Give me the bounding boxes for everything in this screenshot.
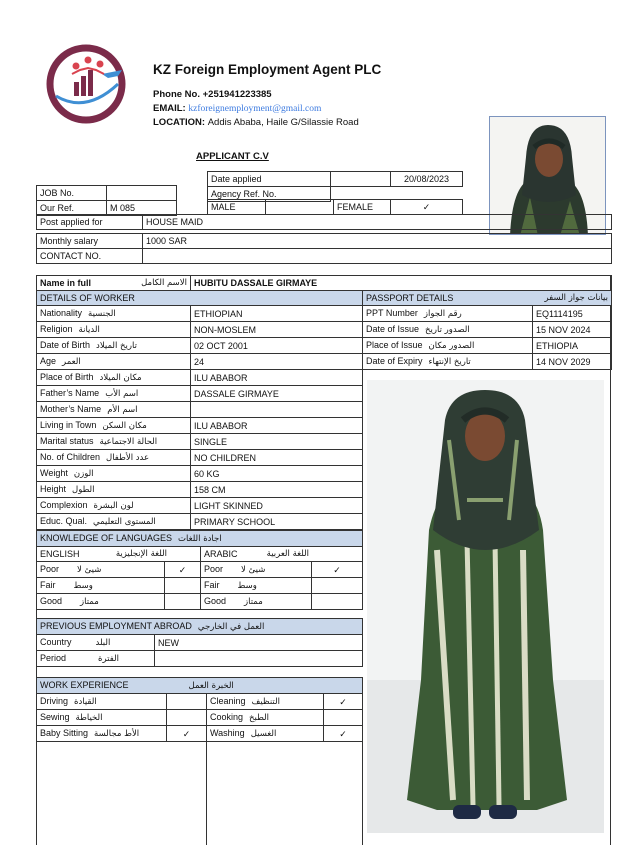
experience-skill-check: ✓ <box>324 694 363 710</box>
details-row <box>37 466 363 482</box>
arabic-label: ARABIC <box>204 549 238 559</box>
english-label-ar: اللغة الإنجليزية <box>115 549 167 559</box>
date-applied-value: 20/08/2023 <box>391 172 463 187</box>
location-line: LOCATION: Addis Ababa, Haile G/Silassie Road <box>153 117 359 128</box>
experience-row <box>37 710 363 726</box>
passport-header: PASSPORT DETAILS <box>366 293 454 303</box>
country-value: NEW <box>155 635 363 651</box>
female-check: ✓ <box>391 200 463 215</box>
experience-skill-check <box>167 694 207 710</box>
previous-header-ar: العمل في الخارجي <box>197 622 265 632</box>
email-line: EMAIL: kzforeignemployment@gmail.com <box>153 103 322 114</box>
experience-row <box>37 694 363 710</box>
detail-value: 158 CM <box>191 482 363 498</box>
passport-row <box>363 306 612 322</box>
experience-skill-label: Cooking <box>210 712 244 722</box>
detail-label-ar: لون البشرة <box>93 501 134 511</box>
detail-value: 60 KG <box>191 466 363 482</box>
passport-label: Date of Expiry <box>366 356 423 366</box>
experience-skill-label: Washing <box>210 728 245 738</box>
passport-table <box>362 290 612 370</box>
name-label: Name in full <box>40 278 92 288</box>
detail-value: LIGHT SKINNED <box>191 498 363 514</box>
languages-header-ar: اجادة اللغات <box>178 534 222 544</box>
detail-label-ar: العمر <box>62 357 81 367</box>
language-level-row <box>37 578 363 594</box>
detail-value: SINGLE <box>191 434 363 450</box>
detail-label: Date of Birth <box>40 340 91 350</box>
passport-row <box>363 322 612 338</box>
arabic-level-check <box>312 578 363 594</box>
experience-skill-label-ar: الخياطة <box>75 713 103 723</box>
details-row <box>37 402 363 418</box>
language-level-row <box>37 562 363 578</box>
monthly-salary-label: Monthly salary <box>37 234 143 249</box>
page-title: APPLICANT C.V <box>196 151 269 162</box>
experience-skill-label-ar: الطبخ <box>249 713 270 723</box>
detail-label-ar: الحالة الاجتماعية <box>99 437 158 447</box>
experience-header: WORK EXPERIENCE <box>40 680 129 690</box>
previous-employment-table <box>36 618 363 667</box>
languages-table <box>36 530 363 610</box>
column-divider <box>362 738 363 845</box>
english-level-check <box>165 594 201 610</box>
english-level-label: Fair <box>40 580 56 590</box>
english-level-label-ar: ممتاز <box>80 597 99 607</box>
passport-label-ar: تاريخ الإنتهاء <box>428 357 471 367</box>
passport-header-ar: بيانات جواز السفر <box>544 293 608 303</box>
experience-skill-label: Sewing <box>40 712 70 722</box>
detail-label-ar: الوزن <box>73 469 94 479</box>
contact-no-label: CONTACT NO. <box>37 249 143 264</box>
detail-label: Educ. Qual. <box>40 516 88 526</box>
details-row <box>37 354 363 370</box>
detail-value: PRIMARY SCHOOL <box>191 514 363 530</box>
detail-value: 24 <box>191 354 363 370</box>
details-table <box>36 290 363 530</box>
passport-label: Place of Issue <box>366 340 423 350</box>
country-label: Country <box>40 637 72 647</box>
passport-row <box>363 354 612 370</box>
period-label: Period <box>40 653 67 663</box>
name-table <box>36 275 612 291</box>
passport-row <box>363 338 612 354</box>
details-row <box>37 338 363 354</box>
passport-label-ar: رقم الجواز <box>423 309 462 319</box>
detail-label-ar: الطول <box>72 485 95 495</box>
arabic-level-label: Good <box>204 596 227 606</box>
column-divider-mid <box>206 738 207 845</box>
detail-value: ILU ABABOR <box>191 418 363 434</box>
details-row <box>37 386 363 402</box>
passport-value: 15 NOV 2024 <box>533 322 612 338</box>
date-agency-table <box>207 171 463 202</box>
experience-skill-label: Driving <box>40 696 69 706</box>
detail-label-ar: اسم الأب <box>105 389 139 399</box>
details-row <box>37 306 363 322</box>
name-label-ar: الاسم الكامل <box>141 278 187 288</box>
work-experience-table <box>36 677 363 742</box>
arabic-level-label-ar: شيئ لا <box>241 565 266 575</box>
detail-value: ETHIOPIAN <box>191 306 363 322</box>
details-row <box>37 418 363 434</box>
period-label-ar: الفترة <box>98 654 119 664</box>
passport-value: 14 NOV 2029 <box>533 354 612 370</box>
detail-value <box>191 402 363 418</box>
arabic-label-ar: اللغة العربية <box>266 549 310 559</box>
details-row <box>37 514 363 530</box>
name-value: HUBITU DASSALE GIRMAYE <box>191 276 612 291</box>
agency-ref-label: Agency Ref. No. <box>208 187 331 202</box>
detail-value: 02 OCT 2001 <box>191 338 363 354</box>
detail-label: Nationality <box>40 308 83 318</box>
experience-header-ar: الخبرة العمل <box>188 681 234 691</box>
post-applied-value: HOUSE MAID <box>143 215 612 230</box>
detail-label: Mother’s Name <box>40 404 102 414</box>
passport-value: EQ1114195 <box>533 306 612 322</box>
date-applied-label: Date applied <box>208 172 331 187</box>
arabic-level-label-ar: وسط <box>237 581 257 591</box>
experience-skill-check <box>324 710 363 726</box>
detail-label: Weight <box>40 468 68 478</box>
gender-table <box>207 199 463 215</box>
detail-label-ar: مكان الميلاد <box>99 373 142 383</box>
arabic-level-label: Poor <box>204 564 224 574</box>
detail-label: Religion <box>40 324 73 334</box>
job-ref-table <box>36 185 177 216</box>
detail-label-ar: مكان السكن <box>102 421 147 431</box>
detail-value: NON-MOSLEM <box>191 322 363 338</box>
experience-skill-check: ✓ <box>167 726 207 742</box>
previous-header: PREVIOUS EMPLOYMENT ABROAD <box>40 621 192 631</box>
our-ref-label: Our Ref. <box>37 201 107 216</box>
detail-label: Height <box>40 484 67 494</box>
language-level-row <box>37 594 363 610</box>
detail-label: Place of Birth <box>40 372 94 382</box>
english-label: ENGLISH <box>40 549 80 559</box>
female-label: FEMALE <box>334 200 391 215</box>
passport-label: PPT Number <box>366 308 418 318</box>
phone-line: Phone No. +251941223385 <box>153 89 272 100</box>
passport-label: Date of Issue <box>366 324 420 334</box>
detail-label-ar: عدد الأطفال <box>106 453 150 463</box>
post-table <box>36 214 612 264</box>
detail-label: Age <box>40 356 57 366</box>
post-applied-label: Post applied for <box>37 215 143 230</box>
country-label-ar: البلد <box>95 638 111 648</box>
detail-label-ar: الديانة <box>78 325 100 335</box>
detail-label: Father’s Name <box>40 388 100 398</box>
detail-label-ar: اسم الأم <box>107 405 138 415</box>
experience-skill-check: ✓ <box>324 726 363 742</box>
english-level-label-ar: وسط <box>73 581 93 591</box>
arabic-level-label-ar: ممتاز <box>244 597 263 607</box>
english-level-label: Poor <box>40 564 60 574</box>
experience-skill-check <box>167 710 207 726</box>
detail-value: NO CHILDREN <box>191 450 363 466</box>
details-row <box>37 434 363 450</box>
experience-skill-label-ar: التنظيف <box>251 697 280 707</box>
passport-value: ETHIOPIA <box>533 338 612 354</box>
passport-label-ar: الصدور مكان <box>428 341 475 351</box>
english-level-check <box>165 578 201 594</box>
english-level-label: Good <box>40 596 63 606</box>
details-header: DETAILS OF WORKER <box>37 291 363 306</box>
experience-skill-label-ar: الغسيل <box>250 729 277 739</box>
arabic-level-check <box>312 594 363 610</box>
applicant-full-photo <box>367 380 604 833</box>
experience-row <box>37 726 363 742</box>
company-logo <box>46 44 126 124</box>
arabic-level-label: Fair <box>204 580 220 590</box>
english-level-check: ✓ <box>165 562 201 578</box>
monthly-salary-value: 1000 SAR <box>143 234 612 249</box>
arabic-level-check: ✓ <box>312 562 363 578</box>
our-ref-value: M 085 <box>107 201 177 216</box>
detail-label-ar: تاريخ الميلاد <box>96 341 137 351</box>
details-row <box>37 322 363 338</box>
experience-skill-label: Baby Sitting <box>40 728 89 738</box>
detail-label-ar: المستوى التعليمي <box>93 517 156 527</box>
experience-skill-label: Cleaning <box>210 696 246 706</box>
detail-label: Living in Town <box>40 420 97 430</box>
english-level-label-ar: شيئ لا <box>77 565 102 575</box>
details-row <box>37 498 363 514</box>
male-label: MALE <box>208 200 266 215</box>
experience-skill-label-ar: الأط مجالسة <box>94 729 140 739</box>
detail-label-ar: الجنسية <box>88 309 116 319</box>
company-name: KZ Foreign Employment Agent PLC <box>153 62 382 77</box>
detail-label: No. of Children <box>40 452 101 462</box>
job-no-label: JOB No. <box>37 186 107 201</box>
passport-label-ar: الصدور تاريخ <box>425 325 470 335</box>
detail-label: Marital status <box>40 436 94 446</box>
experience-skill-label-ar: القيادة <box>74 697 97 707</box>
languages-header: KNOWLEDGE OF LANGUAGES <box>40 533 173 543</box>
details-row <box>37 482 363 498</box>
detail-label: Complexion <box>40 500 88 510</box>
details-row <box>37 370 363 386</box>
details-row <box>37 450 363 466</box>
detail-value: DASSALE GIRMAYE <box>191 386 363 402</box>
detail-value: ILU ABABOR <box>191 370 363 386</box>
email-link[interactable]: kzforeignemployment@gmail.com <box>188 104 322 114</box>
